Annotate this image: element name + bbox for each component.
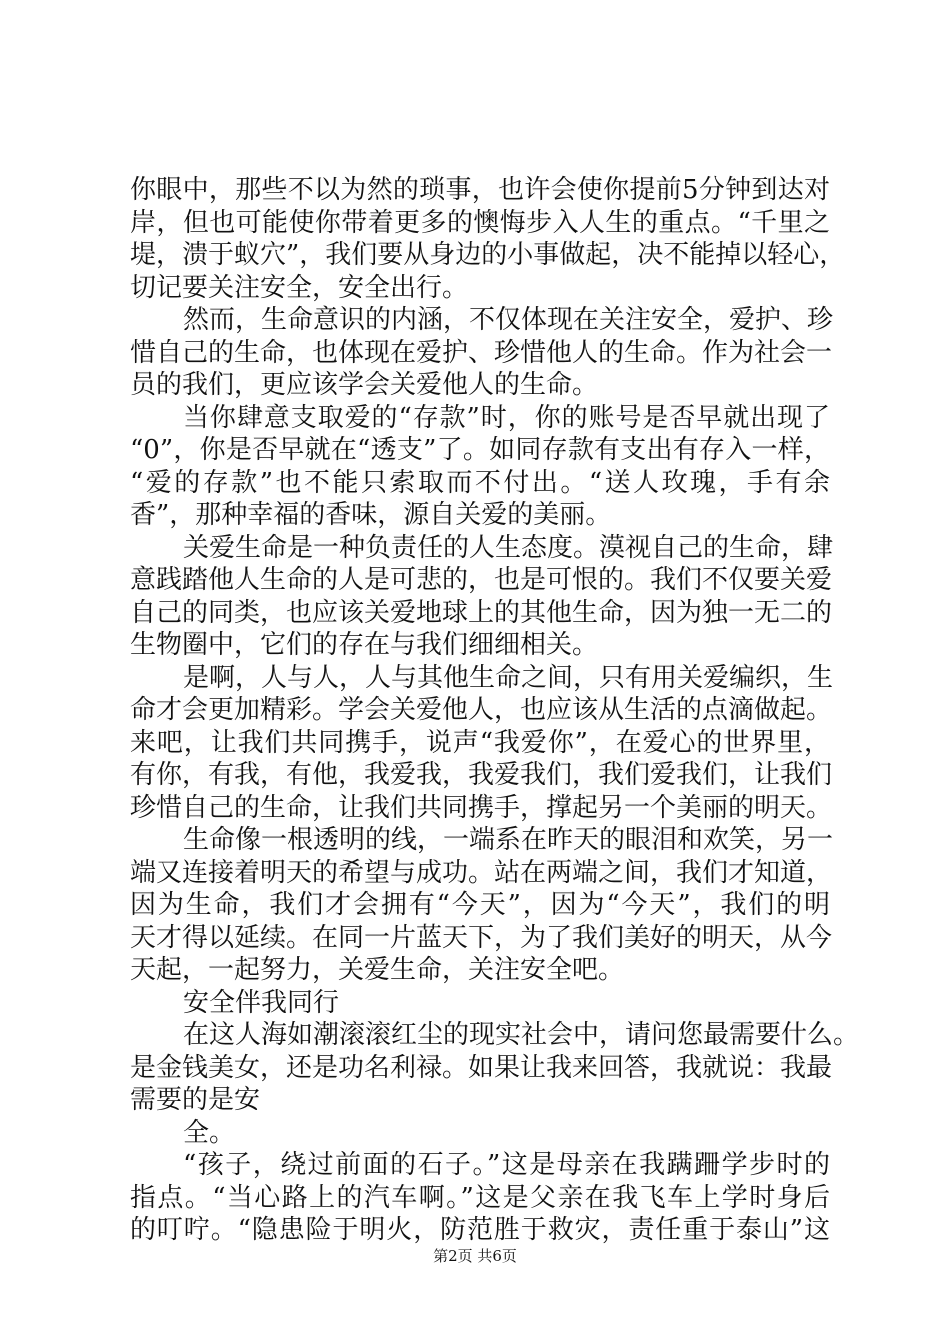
text-line: 堤，溃于蚁穴”，我们要从身边的小事做起，决不能掉以轻心， (130, 240, 846, 270)
text-line: 自己的同类，也应该关爱地球上的其他生命，因为独一无二的 (130, 597, 833, 628)
text-line: 意践踏他人生命的人是可悲的，也是可恨的。我们不仅要关爱 (130, 565, 833, 595)
text-line: 的叮咛。“隐患险于明火，防范胜于救灾，责任重于泰山”这 (130, 1215, 830, 1245)
text-line: 端又连接着明天的希望与成功。站在两端之间，我们才知道， (130, 857, 833, 888)
text-line: 因为生命，我们才会拥有“今天”，因为“今天”，我们的明 (130, 890, 830, 920)
text-line: 在这人海如潮滚滚红尘的现实社会中，请问您最需要什么。 (183, 1020, 860, 1050)
text-line: 切记要关注安全，安全出行。 (130, 272, 469, 303)
text-line: 岸，但也可能使你带着更多的懊悔步入人生的重点。“千里之 (130, 207, 830, 238)
text-line: 安全伴我同行 (183, 987, 340, 1018)
text-line: 生命像一根透明的线，一端系在昨天的眼泪和欢笑，另一 (183, 825, 834, 855)
text-line: 当你肆意支取爱的“存款”时，你的账号是否早就出现了 (183, 402, 830, 433)
page-footer: 第2页 共6页 (433, 1247, 517, 1265)
text-line: “孩子，绕过前面的石子。”这是母亲在我蹒跚学步时的 (183, 1150, 830, 1180)
text-line: 关爱生命是一种负责任的人生态度。漠视自己的生命，肆 (183, 532, 834, 563)
text-line: 员的我们，更应该学会关爱他人的生命。 (130, 370, 599, 400)
text-line: 珍惜自己的生命，让我们共同携手，撑起另一个美丽的明天。 (130, 792, 833, 823)
text-line: 你眼中，那些不以为然的琐事，也许会使你提前5分钟到达对 (130, 175, 830, 205)
text-line: 惜自己的生命，也体现在爱护、珍惜他人的生命。作为社会一 (130, 337, 833, 368)
text-line: 然而，生命意识的内涵，不仅体现在关注安全，爱护、珍 (183, 305, 834, 335)
text-line: “爱的存款”也不能只索取而不付出。“送人玫瑰，手有余 (130, 467, 830, 498)
text-line: 命才会更加精彩。学会关爱他人，也应该从生活的点滴做起。 (130, 695, 833, 725)
text-line: 生物圈中，它们的存在与我们细细相关。 (130, 630, 599, 660)
text-line: 全。 (183, 1117, 236, 1148)
text-line: 有你，有我，有他，我爱我，我爱我们，我们爱我们，让我们 (130, 760, 833, 790)
text-line: “0”，你是否早就在“透支”了。如同存款有支出有存入一样， (130, 435, 830, 465)
text-line: 是啊，人与人，人与其他生命之间，只有用关爱编织，生 (183, 662, 834, 693)
text-line: 天起，一起努力，关爱生命，关注安全吧。 (130, 955, 625, 985)
document-body (130, 174, 860, 1247)
text-line: 是金钱美女，还是功名利禄。如果让我来回答，我就说：我最 (130, 1052, 833, 1083)
text-line: 需要的是安 (130, 1085, 261, 1115)
text-line: 来吧，让我们共同携手，说声“我爱你”，在爱心的世界里， (130, 727, 830, 758)
text-line: 天才得以延续。在同一片蓝天下，为了我们美好的明天，从今 (130, 922, 833, 953)
text-line: 指点。“当心路上的汽车啊。”这是父亲在我飞车上学时身后 (130, 1182, 830, 1213)
text-line: 香”，那种幸福的香味，源自关爱的美丽。 (130, 500, 612, 530)
